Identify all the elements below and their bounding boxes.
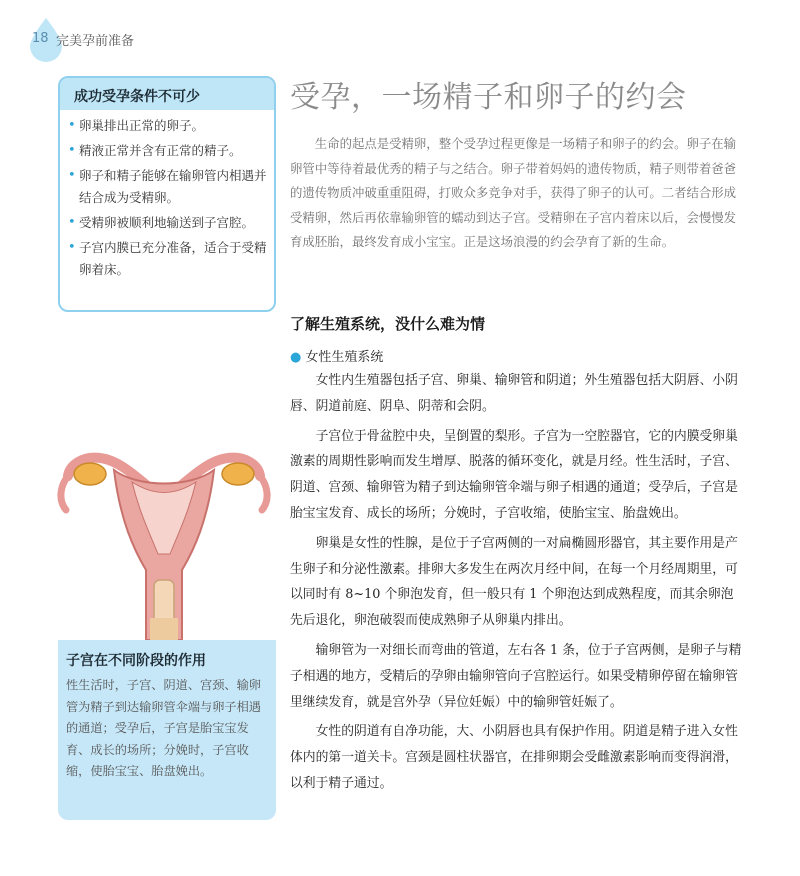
uterus-illustration [50, 430, 278, 640]
list-item: • 受精卵被顺利地输送到子宫腔。 [68, 212, 270, 234]
conditions-box-header [60, 78, 274, 110]
body-text [290, 368, 745, 801]
list-item: • 精液正常并含有正常的精子。 [68, 140, 270, 162]
uterus-role-title: 子宫在不同阶段的作用 [66, 653, 206, 669]
header-title: 完美孕前准备 [56, 34, 135, 49]
paragraph: 子宫位于骨盆腔中央，呈倒置的梨形。子宫为一空腔器官，它的内膜受卵巢激素的周期性影响而发生增厚、脱落的循环变化，就是月经。性生活时，子宫、阴道、宫颈、输卵管为精子到达输卵管伞端与卵子相遇的通道；受孕后，子宫是胎宝宝发育、成长的场所；分娩时，子宫收缩，使胎宝宝、胎盘娩出。 [290, 428, 738, 521]
subsection-label: 女性生殖系统 [305, 350, 384, 365]
paragraph: 女性内生殖器包括子宫、卵巢、输卵管和阴道；外生殖器包括大阴唇、小阴唇、阴道前庭、阴阜、阴蒂和会阴。 [290, 373, 738, 414]
paragraph: 输卵管为一对细长而弯曲的管道，左右各 1 条，位于子宫两侧，是卵子与精子相遇的地方，受精后的孕卵由输卵管向子宫腔运行。如果受精卵停留在输卵管里继续发育，就是宫外孕（异位妊娠）中的输卵管妊娠了。 [290, 642, 742, 710]
intro-paragraph: 生命的起点是受精卵，整个受孕过程更像是一场精子和卵子的约会。卵子在输卵管中等待着最优秀的精子与之结合。卵子带着妈妈的遗传物质，精子则带着爸爸的遗传物质冲破重重阻碍，打败众多竞争对手，获得了卵子的认可。二者结合形成受精卵，然后再依靠输卵管的蠕动到达子宫。受精卵在子宫内着床以后，会慢慢发育成胚胎，最终发育成小宝宝。正是这场浪漫的约会孕育了新的生命。 [290, 136, 737, 250]
conditions-list [68, 115, 270, 284]
section-title: 了解生殖系统，没什么难为情 [290, 315, 486, 333]
conditions-box [58, 76, 276, 312]
list-item: • 卵子和精子能够在输卵管内相遇并结合成为受精卵。 [68, 165, 270, 209]
page-title: 受孕，一场精子和卵子的约会 [290, 80, 687, 115]
subsection-heading [290, 346, 383, 365]
paragraph: 卵巢是女性的性腺，是位于子宫两侧的一对扁椭圆形器官，其主要作用是产生卵子和分泌性激素。排卵大多发生在两次月经中间，在每一个月经周期里，可以同时有 8~10 个卵泡发育，但一般只有 1 个卵泡达到成熟程度，而其余卵泡先后退化，卵泡破裂而使成熟卵子从卵巢内排出。 [290, 535, 738, 629]
bullet-icon: ● [290, 350, 302, 365]
uterus-role-box [58, 640, 276, 820]
uterus-role-text: 性生活时，子宫、阴道、宫颈、输卵管为精子到达输卵管伞端与卵子相遇的通道；受孕后，子宫是胎宝宝发育、成长的场所；分娩时，子宫收缩，使胎宝宝、胎盘娩出。 [66, 678, 261, 778]
list-item: • 卵巢排出正常的卵子。 [68, 115, 270, 137]
list-item: • 子宫内膜已充分准备，适合于受精卵着床。 [68, 237, 270, 281]
paragraph: 女性的阴道有自净功能，大、小阴唇也具有保护作用。阴道是精子进入女性体内的第一道关卡。宫颈是圆柱状器官，在排卵期会受雌激素影响而变得润滑，以利于精子通过。 [290, 724, 738, 791]
conditions-box-title: 成功受孕条件不可少 [74, 89, 200, 105]
page-number: 18 [32, 31, 49, 46]
page-header [0, 0, 800, 60]
